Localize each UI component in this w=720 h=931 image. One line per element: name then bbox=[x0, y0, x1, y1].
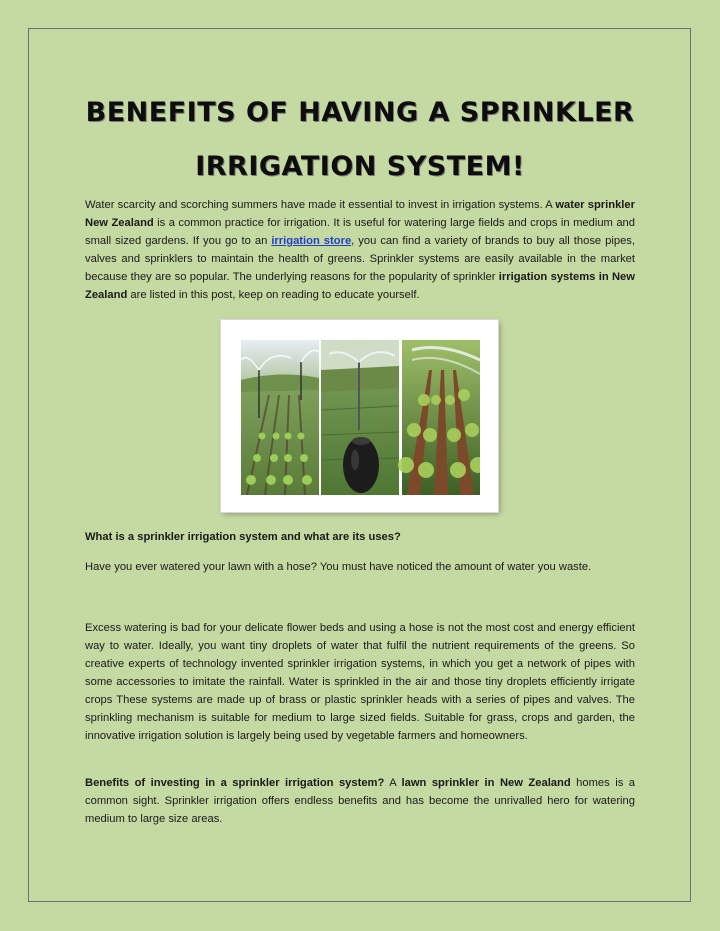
photo-field-sprinklers bbox=[241, 340, 319, 495]
photo-sprinkler-tank bbox=[321, 340, 399, 495]
intro-text-4: are listed in this post, keep on reading to educate yourself. bbox=[127, 289, 420, 301]
title-line-1: BENEFITS OF HAVING A SPRINKLER bbox=[85, 97, 635, 128]
intro-paragraph bbox=[85, 196, 635, 304]
section-heading-what-is: What is a sprinkler irrigation system and what are its uses? bbox=[85, 531, 401, 543]
intro-text-2: is a common practice for irrigation. It is useful for watering large fields and crops in medium and small sized gardens. If you go to an bbox=[85, 217, 635, 247]
benefits-heading-inline: Benefits of investing in a sprinkler irrigation system? bbox=[85, 777, 385, 789]
title-line-2: IRRIGATION SYSTEM! bbox=[195, 151, 525, 182]
photo-crop-rows bbox=[398, 340, 480, 495]
benefits-bold-lawn-sprinkler: lawn sprinkler in New Zealand bbox=[401, 777, 571, 789]
hose-paragraph: Have you ever watered your lawn with a hose? You must have noticed the amount of water you waste. bbox=[85, 561, 592, 573]
benefits-text-1: A bbox=[384, 777, 402, 789]
page-title bbox=[60, 86, 660, 194]
intro-bold-water-sprinkler: water sprinkler New Zealand bbox=[85, 199, 635, 229]
benefits-text-2: homes is a common sight. Sprinkler irrigation offers endless benefits and has become the unrivalled hero for watering medium to large size areas. bbox=[85, 777, 635, 825]
intro-bold-irrigation-systems: irrigation systems in New Zealand bbox=[85, 271, 635, 301]
sprinkler-photo-collage bbox=[221, 320, 498, 512]
excess-watering-paragraph: Excess watering is bad for your delicate flower beds and using a hose is not the most cost and energy efficient way to water. Ideally, you want tiny droplets of water that fulfil the nutrient requirements of the greens. So creative experts of technology invented sprinkler irrigation systems, in which you get a network of pipes with some accessories to imitate the rainfall. Water is sprinkled in the air and those tiny droplets efficiently irrigate crops These systems are made up of brass or plastic sprinkler heads with a series of pipes and valves. The sprinkling mechanism is suitable for medium to large sized fields. Suitable for grass, crops and garden, the innovative irrigation solution is largely being used by vegetable farmers and homeowners. bbox=[85, 622, 635, 742]
intro-text-3: , you can find a variety of brands to buy all those pipes, valves and sprinklers to maintain the health of greens. Sprinkler systems are easily available in the market because they are so popular. The underlying reasons for the popularity of sprinkler bbox=[85, 235, 635, 283]
irrigation-store-link[interactable]: irrigation store bbox=[271, 235, 352, 247]
benefits-paragraph bbox=[85, 774, 635, 828]
sprinkler-photos bbox=[241, 340, 480, 495]
intro-text-1: Water scarcity and scorching summers have made it essential to invest in irrigation systems. A bbox=[85, 199, 556, 211]
